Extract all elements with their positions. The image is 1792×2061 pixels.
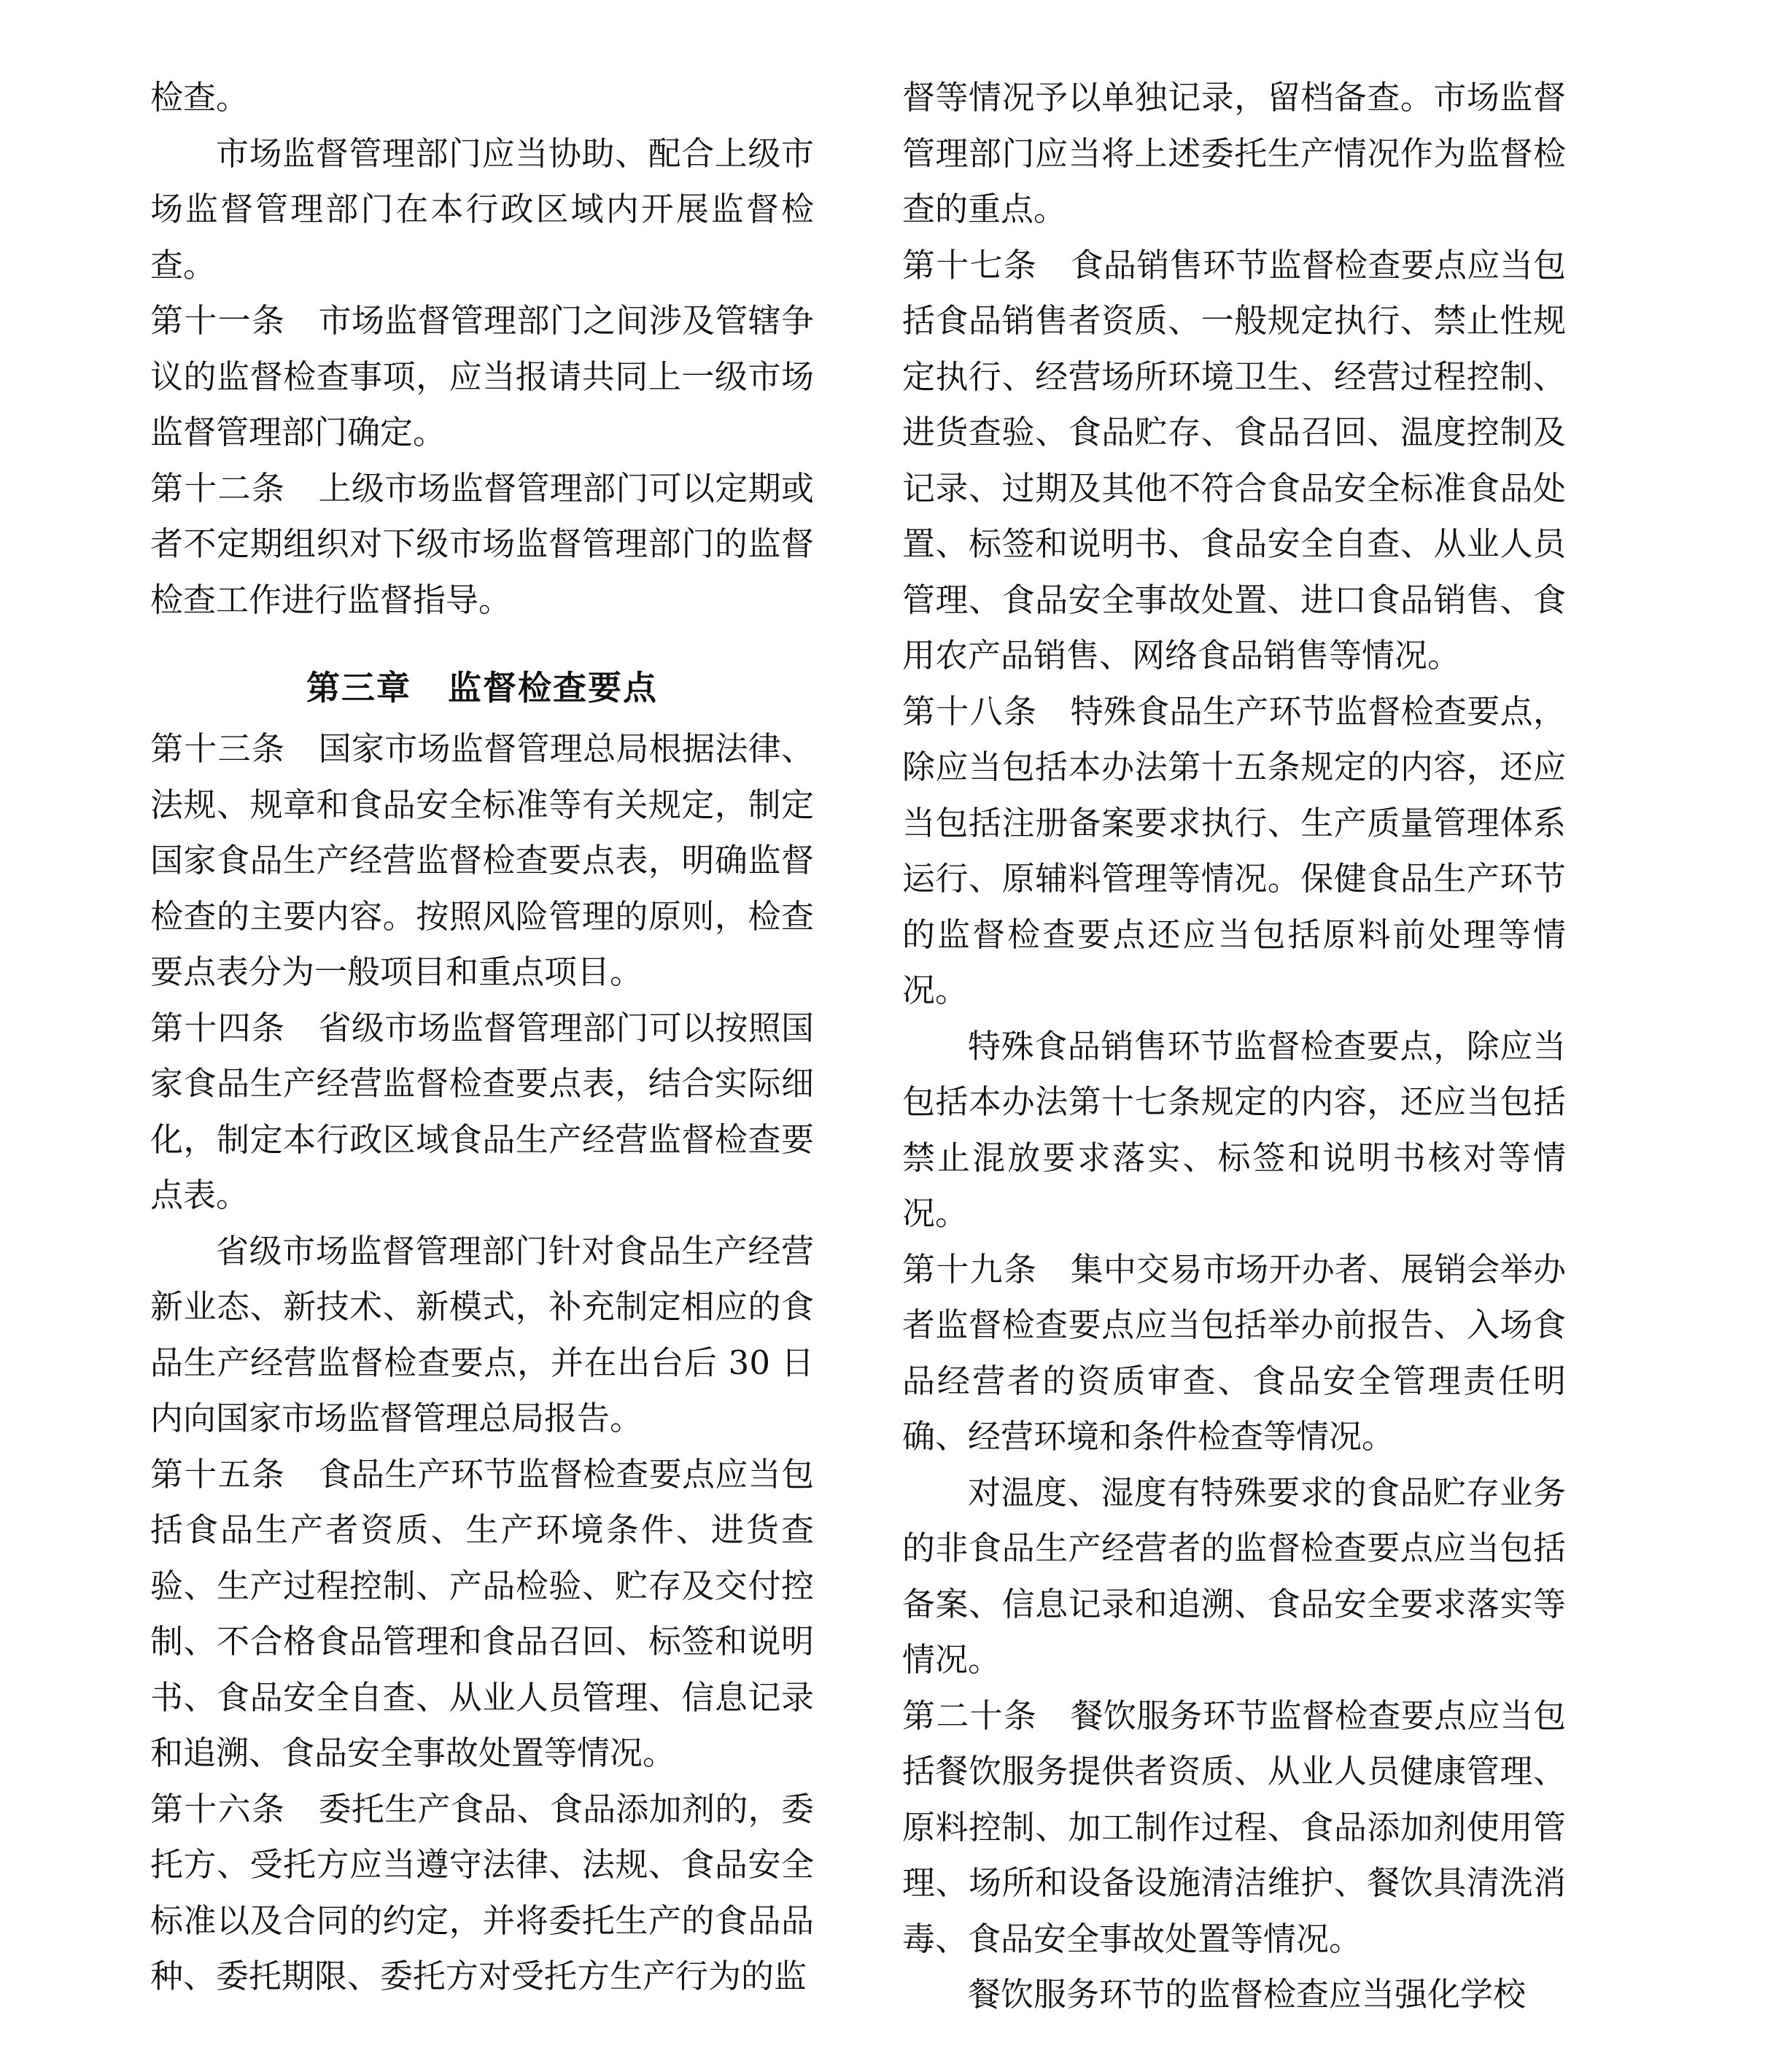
- article-label: 第十六条: [150, 1789, 286, 1828]
- paragraph: 特殊食品销售环节监督检查要点，除应当包括本办法第十七条规定的内容，还应当包括禁止混放要求落实、标签和说明书核对等情况。: [902, 1026, 1566, 1233]
- article-text: 国家市场监督管理总局根据法律、法规、规章和食品安全标准等有关规定，制定国家食品生产经营监督检查要点表，明确监督检查的主要内容。按照风险管理的原则，检查要点表分为一般项目和重点项目。: [150, 729, 814, 991]
- article-label: 第十五条: [150, 1454, 286, 1494]
- article-text: 上级市场监督管理部门可以定期或者不定期组织对下级市场监督管理部门的监督检查工作进行监督指导。: [150, 468, 814, 619]
- chapter-heading: [150, 660, 814, 715]
- article-text: 委托生产食品、食品添加剂的，委托方、受托方应当遵守法律、法规、食品安全标准以及合同的约定，并将委托生产的食品品种、委托期限、委托方对受托方生产行为的监: [150, 1789, 814, 1995]
- chapter-title: 监督检查要点: [448, 668, 658, 707]
- article-label: 第十二条: [150, 468, 286, 508]
- article-text: 餐饮服务环节监督检查要点应当包括餐饮服务提供者资质、从业人员健康管理、原料控制、加工制作过程、食品添加剂使用管理、场所和设备设施清洁维护、餐饮具清洗消毒、食品安全事故处置等情况。: [902, 1696, 1566, 1958]
- chapter-number: 第三章: [306, 668, 411, 707]
- article-16: [150, 1782, 814, 2005]
- article-12: [150, 461, 814, 629]
- article-15: [150, 1447, 814, 1782]
- article-13: [150, 721, 814, 1001]
- article-18: [902, 684, 1566, 1019]
- right-column: [902, 70, 1566, 2039]
- paragraph: 市场监督管理部门应当协助、配合上级市场监督管理部门在本行政区域内开展监督检查。: [150, 133, 814, 284]
- paragraph: 督等情况予以单独记录，留档备查。市场监督管理部门应当将上述委托生产情况作为监督检查的重点。: [902, 78, 1566, 228]
- article-label: 第十七条: [902, 245, 1038, 284]
- paragraph: 对温度、湿度有特殊要求的食品贮存业务的非食品生产经营者的监督检查要点应当包括备案、信息记录和追溯、食品安全要求落实等情况。: [902, 1472, 1566, 1679]
- paragraph: 餐饮服务环节的监督检查应当强化学校: [968, 1975, 1527, 2014]
- article-14: [150, 1001, 814, 1224]
- article-text: 食品销售环节监督检查要点应当包括食品销售者资质、一般规定执行、禁止性规定执行、经营场所环境卫生、经营过程控制、进货查验、食品贮存、食品召回、温度控制及记录、过期及其他不符合食品安全标准食品处置、标签和说明书、食品安全自查、从业人员管理、食品安全事故处置、进口食品销售、食用农产品销售、网络食品销售等情况。: [902, 245, 1566, 675]
- article-label: 第十八条: [902, 691, 1038, 731]
- article-text: 省级市场监督管理部门可以按照国家食品生产经营监督检查要点表，结合实际细化，制定本行政区域食品生产经营监督检查要点表。: [150, 1008, 814, 1214]
- article-text: 集中交易市场开办者、展销会举办者监督检查要点应当包括举办前报告、入场食品经营者的资质审查、食品安全管理责任明确、经营环境和条件检查等情况。: [902, 1249, 1566, 1456]
- article-20: [902, 1688, 1566, 1968]
- left-column: [150, 70, 814, 2039]
- article-label: 第十九条: [902, 1249, 1038, 1289]
- paragraph: 省级市场监督管理部门针对食品生产经营新业态、新技术、新模式，补充制定相应的食品生产经营监督检查要点，并在出台后 30 日内向国家市场监督管理总局报告。: [150, 1231, 814, 1437]
- article-11: [150, 293, 814, 461]
- article-19: [902, 1242, 1566, 1465]
- article-text: 食品生产环节监督检查要点应当包括食品生产者资质、生产环境条件、进货查验、生产过程控制、产品检验、贮存及交付控制、不合格食品管理和食品召回、标签和说明书、食品安全自查、从业人员管理、信息记录和追溯、食品安全事故处置等情况。: [150, 1454, 814, 1772]
- article-17: [902, 238, 1566, 684]
- article-text: 特殊食品生产环节监督检查要点，除应当包括本办法第十五条规定的内容，还应当包括注册备案要求执行、生产质量管理体系运行、原辅料管理等情况。保健食品生产环节的监督检查要点还应当包括原料前处理等情况。: [902, 691, 1566, 1009]
- article-label: 第十四条: [150, 1008, 286, 1047]
- article-label: 第二十条: [902, 1696, 1038, 1735]
- article-label: 第十三条: [150, 729, 286, 768]
- paragraph: 检查。: [150, 78, 249, 117]
- article-text: 市场监督管理部门之间涉及管辖争议的监督检查事项，应当报请共同上一级市场监督管理部门确定。: [150, 301, 814, 451]
- article-label: 第十一条: [150, 301, 286, 340]
